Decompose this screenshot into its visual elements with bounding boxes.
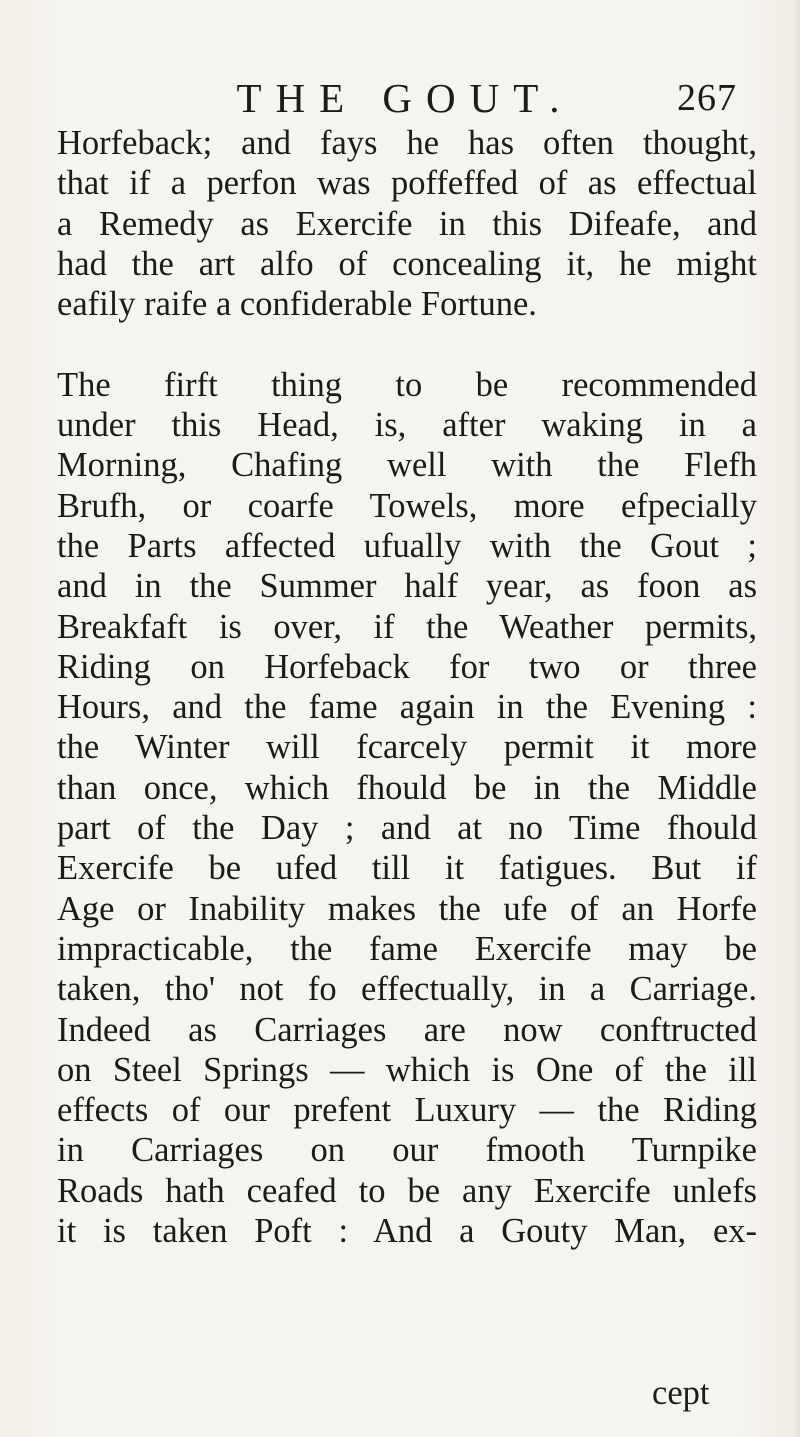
text-line: the Winter will fcarcely permit it more xyxy=(57,728,757,767)
text-line: in Carriages on our fmooth Turnpike xyxy=(57,1131,757,1170)
paragraph-break xyxy=(57,324,757,364)
text-line: part of the Day ; and at no Time fhould xyxy=(57,809,757,848)
catchword: cept xyxy=(652,1374,710,1412)
text-line: Breakfaft is over, if the Weather permits, xyxy=(57,607,757,646)
text-line: and in the Summer half year, as foon as xyxy=(57,567,757,606)
page-edge-shadow xyxy=(794,0,800,1437)
text-line: eafily raife a confiderable Fortune. xyxy=(57,285,537,324)
text-line: Age or Inability makes the ufe of an Horfe xyxy=(57,889,757,928)
text-line: Roads hath ceafed to be any Exercife unlefs xyxy=(57,1171,757,1210)
text-line: Hours, and the fame again in the Evening : xyxy=(57,688,757,727)
body-text xyxy=(57,123,757,1251)
text-line: it is taken Poft : And a Gouty Man, ex- xyxy=(57,1212,757,1251)
text-line: Horfeback; and fays he has often thought, xyxy=(57,124,757,162)
running-head-title: THE GOUT. xyxy=(236,75,574,121)
text-line: Riding on Horfeback for two or three xyxy=(57,647,757,686)
text-line: Brufh, or coarfe Towels, more efpecially xyxy=(57,486,757,525)
text-line: a Remedy as Exercife in this Difeafe, and xyxy=(57,204,757,243)
text-line: taken, tho' not fo effectually, in a Carriage. xyxy=(57,970,757,1009)
text-line: on Steel Springs — which is One of the ill xyxy=(57,1050,757,1089)
text-line: had the art alfo of concealing it, he might xyxy=(57,244,757,283)
text-line: Morning, Chafing well with the Flefh xyxy=(57,446,757,485)
text-line: impracticable, the fame Exercife may be xyxy=(57,929,757,968)
text-line: that if a perfon was poffeffed of as effectual xyxy=(57,164,757,203)
text-line: Indeed as Carriages are now conftructed xyxy=(57,1010,757,1049)
text-line: effects of our prefent Luxury — the Riding xyxy=(57,1091,757,1130)
text-line: the Parts affected ufually with the Gout ; xyxy=(57,526,757,565)
text-line: than once, which fhould be in the Middle xyxy=(57,768,757,807)
text-line: The firft thing to be recommended xyxy=(57,365,757,404)
page-number: 267 xyxy=(677,77,737,119)
text-line: under this Head, is, after waking in a xyxy=(57,406,757,445)
text-line: Exercife be ufed till it fatigues. But if xyxy=(57,849,757,888)
